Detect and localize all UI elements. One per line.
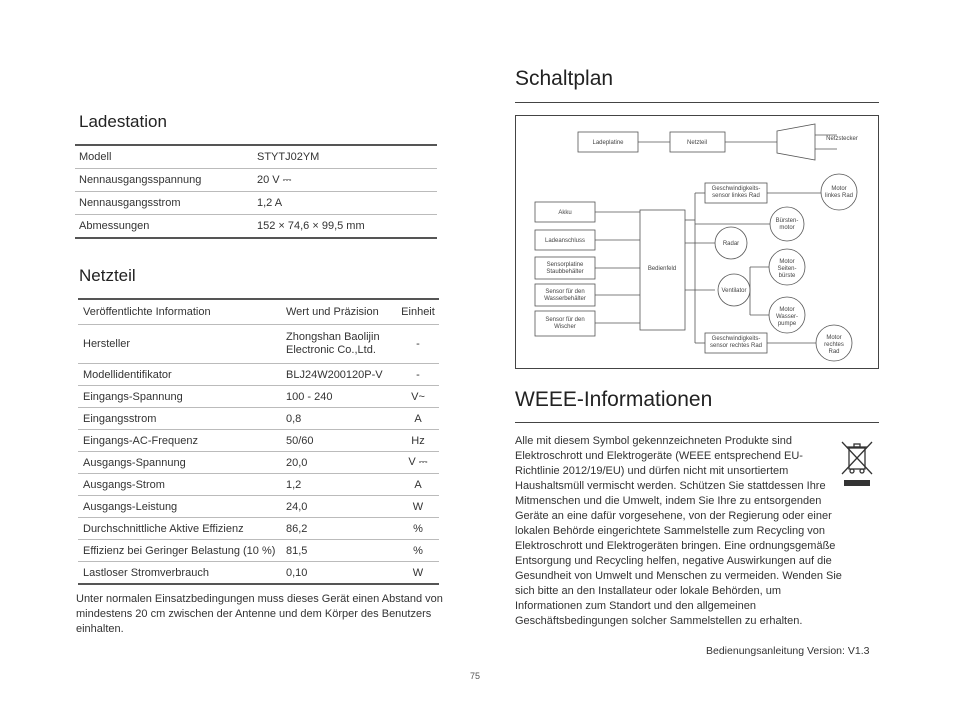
row-value: 1,2 A (254, 192, 437, 215)
row-unit: A (397, 474, 439, 496)
row-unit: - (397, 364, 439, 386)
diagram-label-sensor-wasser: Sensor für den (545, 289, 585, 295)
table-row (78, 430, 439, 452)
diagram-label-sensor-wischer: Wischer (554, 324, 576, 330)
row-value: 0,8 (283, 408, 397, 430)
diagram-label-wasserpumpe: pumpe (777, 321, 797, 327)
netzteil-title: Netzteil (79, 266, 136, 285)
row-value: STYTJ02YM (254, 145, 437, 169)
table-row (78, 518, 439, 540)
row-info: Hersteller (78, 325, 283, 364)
row-value: 50/60 (283, 430, 397, 452)
diagram-label-geschw-rechts: sensor rechtes Rad (709, 343, 763, 349)
page-number: 75 (470, 671, 481, 681)
row-info: Modellidentifikator (78, 364, 283, 386)
table-row (78, 386, 439, 408)
table-header-row (78, 299, 439, 325)
row-value: 20 V ⎓ (254, 169, 437, 192)
diagram-label-motor-rechts: rechtes (824, 342, 844, 348)
weee-title: WEEE-Informationen (515, 388, 713, 411)
weee-text: Alle mit diesem Symbol gekennzeichneten Produkte sind Elektroschrott und Elektrogeräte (WEEE entsprechend EU-Richtlinie 2012/19/EU) und dürfen nicht mit unsortiertem Haushaltsmüll vermischt werden. Schützen Sie stattdessen Ihre Mitmenschen und die Umwelt, indem Sie Ihre zu entsorgenden Geräte an eine dafür vorgesehene, von der Regierung oder einer lokalen Behörde eingerichtete Sammelstelle zum Recycling von Elektroschrott und Elektrogeräten bringen. Eine ordnungsgemäße Entsorgung und Recycling helfen, negative Auswirkungen auf die Gesundheit von Umwelt und Menschen zu vermeiden. Wenden Sie sich bitte an den Installateur oder lokale Behörden, um Informationen zum Standort und den allgemeinen Geschäftsbedingungen solcher Sammelstellen zu erhalten. (515, 435, 842, 627)
row-label: Nennausgangsspannung (75, 169, 254, 192)
row-value: 100 - 240 (283, 386, 397, 408)
table-row (78, 474, 439, 496)
diagram-label-radar: Radar (722, 241, 740, 247)
diagram-label-netzteil: Netzteil (686, 140, 708, 146)
diagram-label-wasserpumpe: Motor (779, 307, 795, 313)
row-label: Modell (75, 145, 254, 169)
table-row (78, 562, 439, 585)
row-value: 0,10 (286, 566, 308, 579)
diagram-label-geschw-links: Geschwindigkeits- (711, 186, 761, 192)
diagram-label-bedienfeld: Bedienfeld (647, 266, 677, 272)
header-info: Veröffentlichte Information (78, 299, 283, 325)
diagram-label-geschw-links: sensor linkes Rad (712, 193, 760, 199)
diagram-label-netzstecker: Netzstecker (826, 136, 858, 142)
table-row (78, 452, 439, 474)
row-value: 86,2 (283, 518, 397, 540)
table-row (78, 408, 439, 430)
diagram-label-akku: Akku (558, 210, 572, 216)
diagram-label-geschw-rechts: Geschwindigkeits- (711, 336, 761, 342)
schaltplan-rule (515, 102, 879, 103)
row-label: Nennausgangsstrom (75, 192, 254, 215)
crossed-out-bin-icon (840, 440, 874, 488)
ladestation-table (75, 144, 437, 239)
row-info: Eingangsstrom (78, 408, 283, 430)
table-row (78, 325, 439, 364)
diagram-label-buersten: motor (779, 225, 795, 231)
row-label: Abmessungen (79, 220, 150, 232)
row-unit: % (397, 518, 439, 540)
diagram-label-buersten: Bürsten- (775, 218, 799, 224)
row-unit: V~ (397, 386, 439, 408)
row-unit: - (397, 325, 439, 364)
row-unit: W (397, 496, 439, 518)
row-value: 81,5 (283, 540, 397, 562)
row-unit: W (412, 566, 424, 579)
diagram-label-motor-rechts: Motor (826, 335, 842, 341)
table-row (75, 192, 437, 215)
row-value: 1,2 (283, 474, 397, 496)
row-info: Ausgangs-Strom (78, 474, 283, 496)
diagram-label-ladeanschluss: Ladeanschluss (544, 238, 586, 244)
table-row (75, 169, 437, 192)
diagram-label-seitenbuerste: Seiten- (777, 266, 797, 272)
row-unit: % (397, 540, 439, 562)
diagram-label-ventilator: Ventilator (721, 288, 747, 294)
row-info: Eingangs-Spannung (78, 386, 283, 408)
table-row (75, 145, 437, 169)
weee-rule (515, 422, 879, 423)
row-value: BLJ24W200120P-V (283, 364, 397, 386)
ladestation-title: Ladestation (79, 112, 167, 131)
row-unit: V ⎓ (397, 452, 439, 474)
diagram-label-seitenbuerste: Motor (779, 259, 795, 265)
row-info: Ausgangs-Spannung (78, 452, 283, 474)
row-value: Zhongshan Baolijin Electronic Co.,Ltd. (283, 325, 397, 364)
row-info: Ausgangs-Leistung (78, 496, 283, 518)
diagram-label-seitenbuerste: bürste (778, 273, 796, 279)
header-value: Wert und Präzision (283, 299, 397, 325)
diagram-label-wasserpumpe: Wasser- (775, 314, 799, 320)
diagram-label-motor-links: linkes Rad (824, 193, 854, 199)
row-value: 152 × 74,6 × 99,5 mm (257, 220, 365, 232)
diagram-label-sensorplatine: Sensorplatine (546, 262, 584, 268)
table-row (78, 496, 439, 518)
schaltplan-title: Schaltplan (515, 67, 614, 90)
circuit-diagram (515, 115, 879, 369)
diagram-label-ladeplatine: Ladeplatine (592, 140, 624, 146)
row-info: Lastloser Stromverbrauch (83, 566, 209, 579)
manual-version: Bedienungsanleitung Version: V1.3 (706, 645, 870, 657)
row-info: Eingangs-AC-Frequenz (78, 430, 283, 452)
diagram-label-motor-links: Motor (831, 186, 847, 192)
table-row (75, 215, 437, 239)
row-unit: Hz (397, 430, 439, 452)
table-row (78, 364, 439, 386)
table-row (78, 540, 439, 562)
row-info: Durchschnittliche Aktive Effizienz (78, 518, 283, 540)
diagram-label-motor-rechts: Rad (828, 349, 840, 355)
netzteil-table (78, 298, 439, 585)
diagram-label-sensor-wasser: Wasserbehälter (544, 296, 586, 302)
header-unit: Einheit (397, 299, 439, 325)
row-value: 24,0 (283, 496, 397, 518)
antenna-note: Unter normalen Einsatzbedingungen muss dieses Gerät einen Abstand von mindestens 20 cm zwischen der Antenne und dem Körper des Benutzers einhalten. (76, 593, 443, 635)
row-unit: A (397, 408, 439, 430)
row-info: Effizienz bei Geringer Belastung (10 %) (78, 540, 283, 562)
row-value: 20,0 (283, 452, 397, 474)
diagram-label-sensorplatine: Staubbehälter (546, 269, 584, 275)
diagram-label-sensor-wischer: Sensor für den (545, 317, 585, 323)
